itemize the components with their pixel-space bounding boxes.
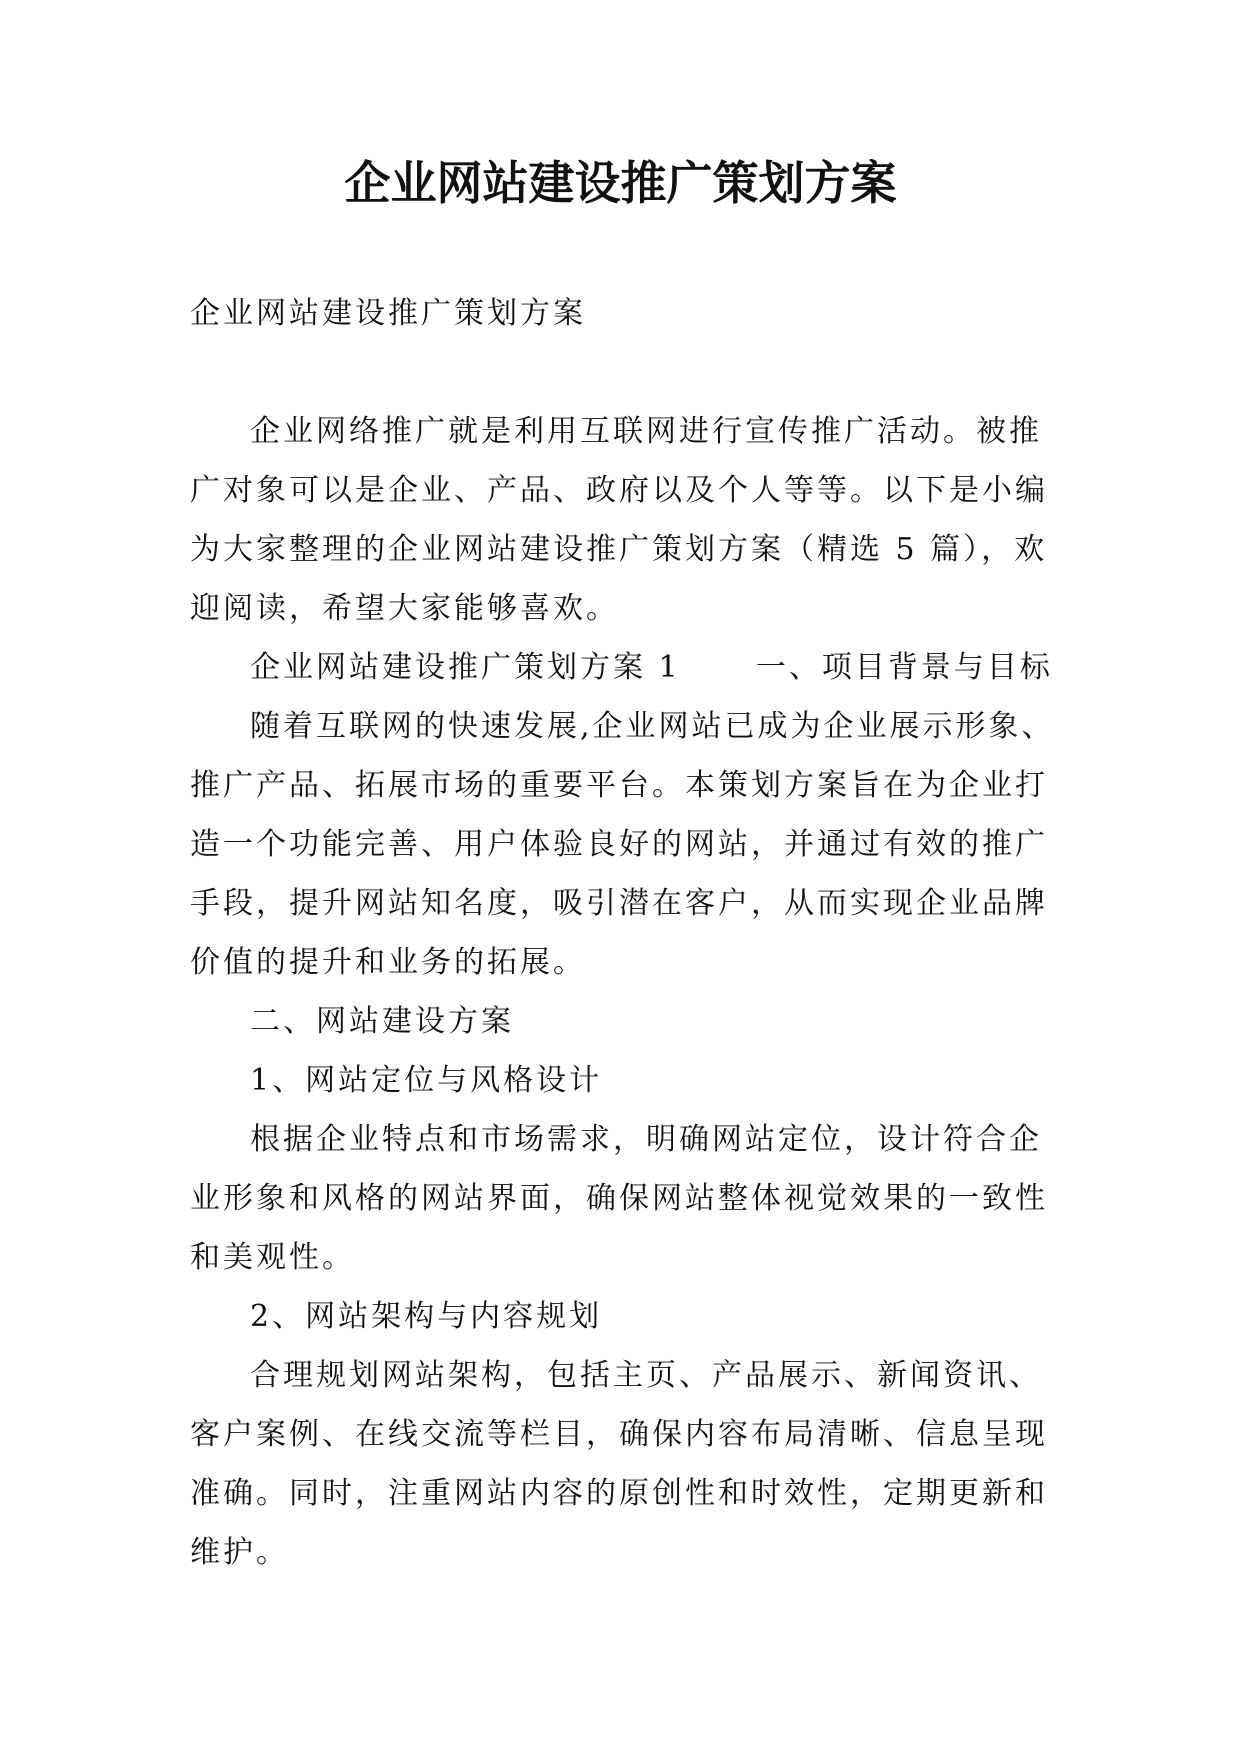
section-heading-line [190,638,1065,697]
background-paragraph: 随着互联网的快速发展,企业网站已成为企业展示形象、推广产品、拓展市场的重要平台。本策划方案旨在为企业打造一个功能完善、用户体验良好的网站，并通过有效的推广手段，提升网站知名度，吸引潜在客户，从而实现企业品牌价值的提升和业务的拓展。 [190,709,1055,980]
section-heading-background: 一、项目背景与目标 [755,650,1053,685]
architecture-paragraph: 合理规划网站架构，包括主页、产品展示、新闻资讯、客户案例、在线交流等栏目，确保内容布局清晰、信息呈现准确。同时，注重网站内容的原创性和时效性，定期更新和维护。 [190,1358,1048,1570]
heading-spacing [681,650,756,685]
subsection-heading-positioning: 1、网站定位与风格设计 [250,1063,603,1098]
document-body [190,284,1065,1582]
document-subtitle: 企业网站建设推广策划方案 [190,296,586,331]
document-title: 企业网站建设推广策划方案 [344,156,897,210]
positioning-paragraph: 根据企业特点和市场需求，明确网站定位，设计符合企业形象和风格的网站界面，确保网站整体视觉效果的一致性和美观性。 [190,1122,1048,1275]
plan-heading: 企业网站建设推广策划方案 1 [250,650,681,685]
subsection-heading-architecture: 2、网站架构与内容规划 [250,1299,603,1334]
intro-paragraph: 企业网络推广就是利用互联网进行宣传推广活动。被推广对象可以是企业、产品、政府以及个人等等。以下是小编为大家整理的企业网站建设推广策划方案（精选 5 篇），欢迎阅读，希望大家能够喜欢。 [190,414,1048,626]
section-heading-website-plan: 二、网站建设方案 [250,1004,514,1039]
